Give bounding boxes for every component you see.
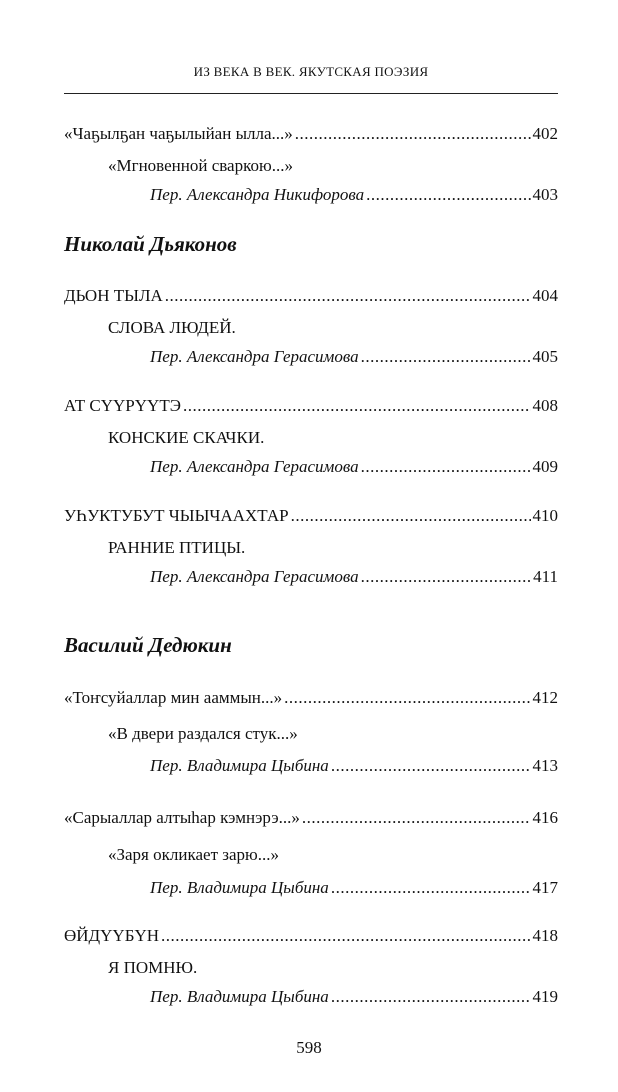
page-number: 404	[532, 286, 558, 305]
translator-credit: Пер. Владимира Цыбина	[150, 756, 329, 775]
translation-title: «Заря окликает зарю...»	[108, 845, 279, 864]
dot-leader	[295, 123, 531, 145]
entry-title: УҺУКТУБУТ ЧЫЫЧААХТАР	[64, 506, 289, 525]
toc-entry	[64, 395, 558, 417]
dot-leader	[366, 184, 530, 206]
page-number: 417	[532, 878, 558, 897]
page-number: 409	[532, 457, 558, 476]
author-heading: Василий Дедюкин	[64, 633, 232, 657]
entry-title: ДЬОН ТЫЛА	[64, 286, 163, 305]
dot-leader	[165, 285, 531, 307]
entry-title: АТ СҮҮРҮҮТЭ	[64, 396, 181, 415]
translator-entry	[150, 877, 558, 899]
page-number: 418	[532, 926, 558, 945]
page-number: 419	[532, 987, 558, 1006]
translator-credit: Пер. Александра Герасимова	[150, 457, 359, 476]
toc-entry	[64, 925, 558, 947]
author-heading: Николай Дьяконов	[64, 232, 237, 256]
translation-title: «В двери раздался стук...»	[108, 724, 298, 743]
page-number: 403	[532, 185, 558, 204]
entry-title: «Чаҕылҕан чаҕылыйан ылла...»	[64, 124, 293, 143]
page-folio: 598	[296, 1038, 322, 1057]
translator-entry	[150, 755, 558, 777]
dot-leader	[331, 986, 531, 1008]
running-head: ИЗ ВЕКА В ВЕК. ЯКУТСКАЯ ПОЭЗИЯ	[193, 64, 429, 79]
toc-entry	[64, 123, 558, 145]
entry-title: «Тоҥсуйаллар мин ааммын...»	[64, 688, 283, 707]
translator-credit: Пер. Александра Герасимова	[150, 567, 359, 586]
translation-title: КОНСКИЕ СКАЧКИ.	[108, 428, 265, 447]
translation-title: Я ПОМНЮ.	[108, 958, 198, 977]
page-number: 416	[532, 808, 558, 827]
dot-leader	[302, 807, 531, 829]
dot-leader	[331, 755, 531, 777]
page-number: 408	[532, 396, 558, 415]
translator-entry	[150, 986, 558, 1008]
translator-entry	[150, 184, 558, 206]
dot-leader	[183, 395, 531, 417]
translator-credit: Пер. Александра Никифорова	[150, 185, 365, 204]
page-number: 412	[532, 688, 558, 707]
dot-leader	[331, 877, 531, 899]
translator-credit: Пер. Владимира Цыбина	[150, 878, 329, 897]
page-number: 411	[533, 567, 558, 586]
translation-title: СЛОВА ЛЮДЕЙ.	[108, 318, 236, 337]
dot-leader	[284, 687, 530, 709]
dot-leader	[291, 505, 531, 527]
dot-leader	[361, 566, 531, 588]
page-number: 402	[532, 124, 558, 143]
dot-leader	[361, 456, 531, 478]
entry-title: «Сарыаллар алтыһар кэмнэрэ...»	[64, 808, 300, 827]
translator-entry	[150, 346, 558, 368]
translator-credit: Пер. Владимира Цыбина	[150, 987, 329, 1006]
translation-title: РАННИЕ ПТИЦЫ.	[108, 538, 246, 557]
translator-entry	[150, 566, 558, 588]
translation-title: «Мгновенной сваркою...»	[108, 156, 293, 175]
page-number: 405	[532, 347, 558, 366]
header-rule	[64, 93, 558, 94]
page-number: 410	[532, 506, 558, 525]
dot-leader	[361, 346, 531, 368]
dot-leader	[161, 925, 530, 947]
toc-entry	[64, 285, 558, 307]
toc-entry	[64, 807, 558, 829]
page-number: 413	[532, 756, 558, 775]
translator-entry	[150, 456, 558, 478]
translator-credit: Пер. Александра Герасимова	[150, 347, 359, 366]
toc-entry	[64, 687, 558, 709]
toc-entry	[64, 505, 558, 527]
entry-title: ӨЙДҮҮБҮН	[64, 926, 160, 945]
